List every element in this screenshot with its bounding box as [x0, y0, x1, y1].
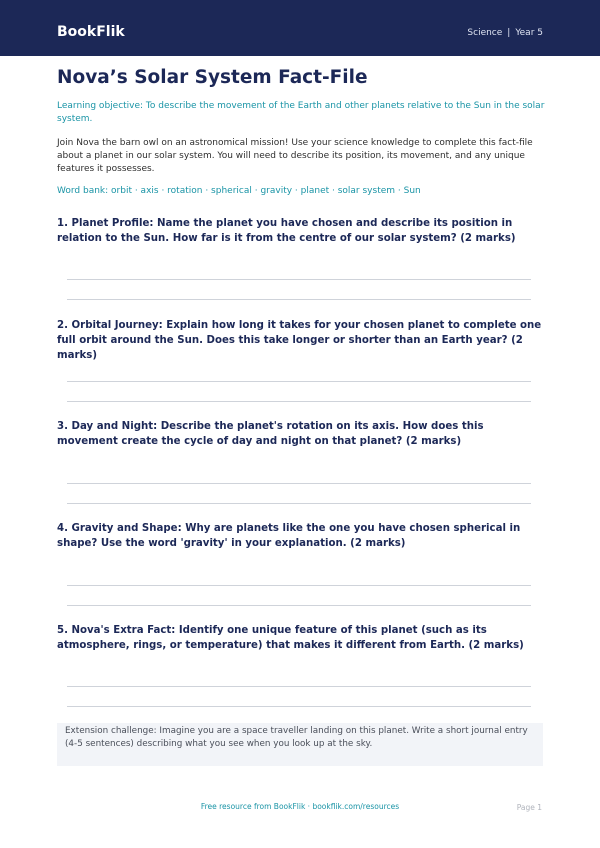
answer-line[interactable] [67, 585, 531, 586]
extension-challenge-text: Extension challenge: Imagine you are a space traveller landing on this planet. Write a short journal entry (4-5 sentences) describing what you see when you look up at the sky. [65, 726, 528, 749]
page-title: Nova’s Solar System Fact-File [57, 67, 368, 88]
answer-line[interactable] [67, 503, 531, 504]
footer-link[interactable]: Free resource from BookFlik · bookflik.com/resources [200, 802, 400, 811]
answer-line[interactable] [67, 686, 531, 687]
page-header [0, 0, 600, 56]
subject-label: Science [467, 28, 503, 38]
question-4: 4. Gravity and Shape: Why are planets like the one you have chosen spherical in shape? Use the word 'gravity' in your explanation. (2 marks) [57, 523, 521, 549]
year-label: Year 5 [515, 28, 543, 38]
subject-year-label [467, 27, 543, 39]
answer-line[interactable] [67, 605, 531, 606]
extension-challenge-box [57, 723, 543, 766]
question-3: 3. Day and Night: Describe the planet's rotation on its axis. How does this movement create the cycle of day and night on that planet? (2 marks) [57, 421, 484, 447]
answer-line[interactable] [67, 381, 531, 382]
meta-separator: | [507, 28, 511, 38]
question-2: 2. Orbital Journey: Explain how long it takes for your chosen planet to complete one full orbit around the Sun. Does this take longer or shorter than an Earth year? (2 marks) [57, 320, 542, 361]
answer-line[interactable] [67, 299, 531, 300]
question-1: 1. Planet Profile: Name the planet you have chosen and describe its position in relation to the Sun. How far is it from the centre of our solar system? (2 marks) [57, 218, 516, 244]
question-5: 5. Nova's Extra Fact: Identify one unique feature of this planet (such as its atmosphere, rings, or temperature) that makes it different from Earth. (2 marks) [57, 625, 524, 651]
learning-objective: Learning objective: To describe the movement of the Earth and other planets relative to the Sun in the solar system. [57, 101, 545, 124]
answer-line[interactable] [67, 706, 531, 707]
answer-line[interactable] [67, 483, 531, 484]
intro-text: Join Nova the barn owl on an astronomical mission! Use your science knowledge to complete this fact-file about a planet in our solar system. You will need to describe its position, its movement, and any unique features it possesses. [57, 138, 533, 174]
brand-logo: BookFlik [57, 24, 125, 40]
page-number: Page 1 [516, 803, 542, 812]
answer-line[interactable] [67, 401, 531, 402]
word-bank: Word bank: orbit · axis · rotation · spherical · gravity · planet · solar system · Sun [57, 186, 421, 196]
answer-line[interactable] [67, 279, 531, 280]
